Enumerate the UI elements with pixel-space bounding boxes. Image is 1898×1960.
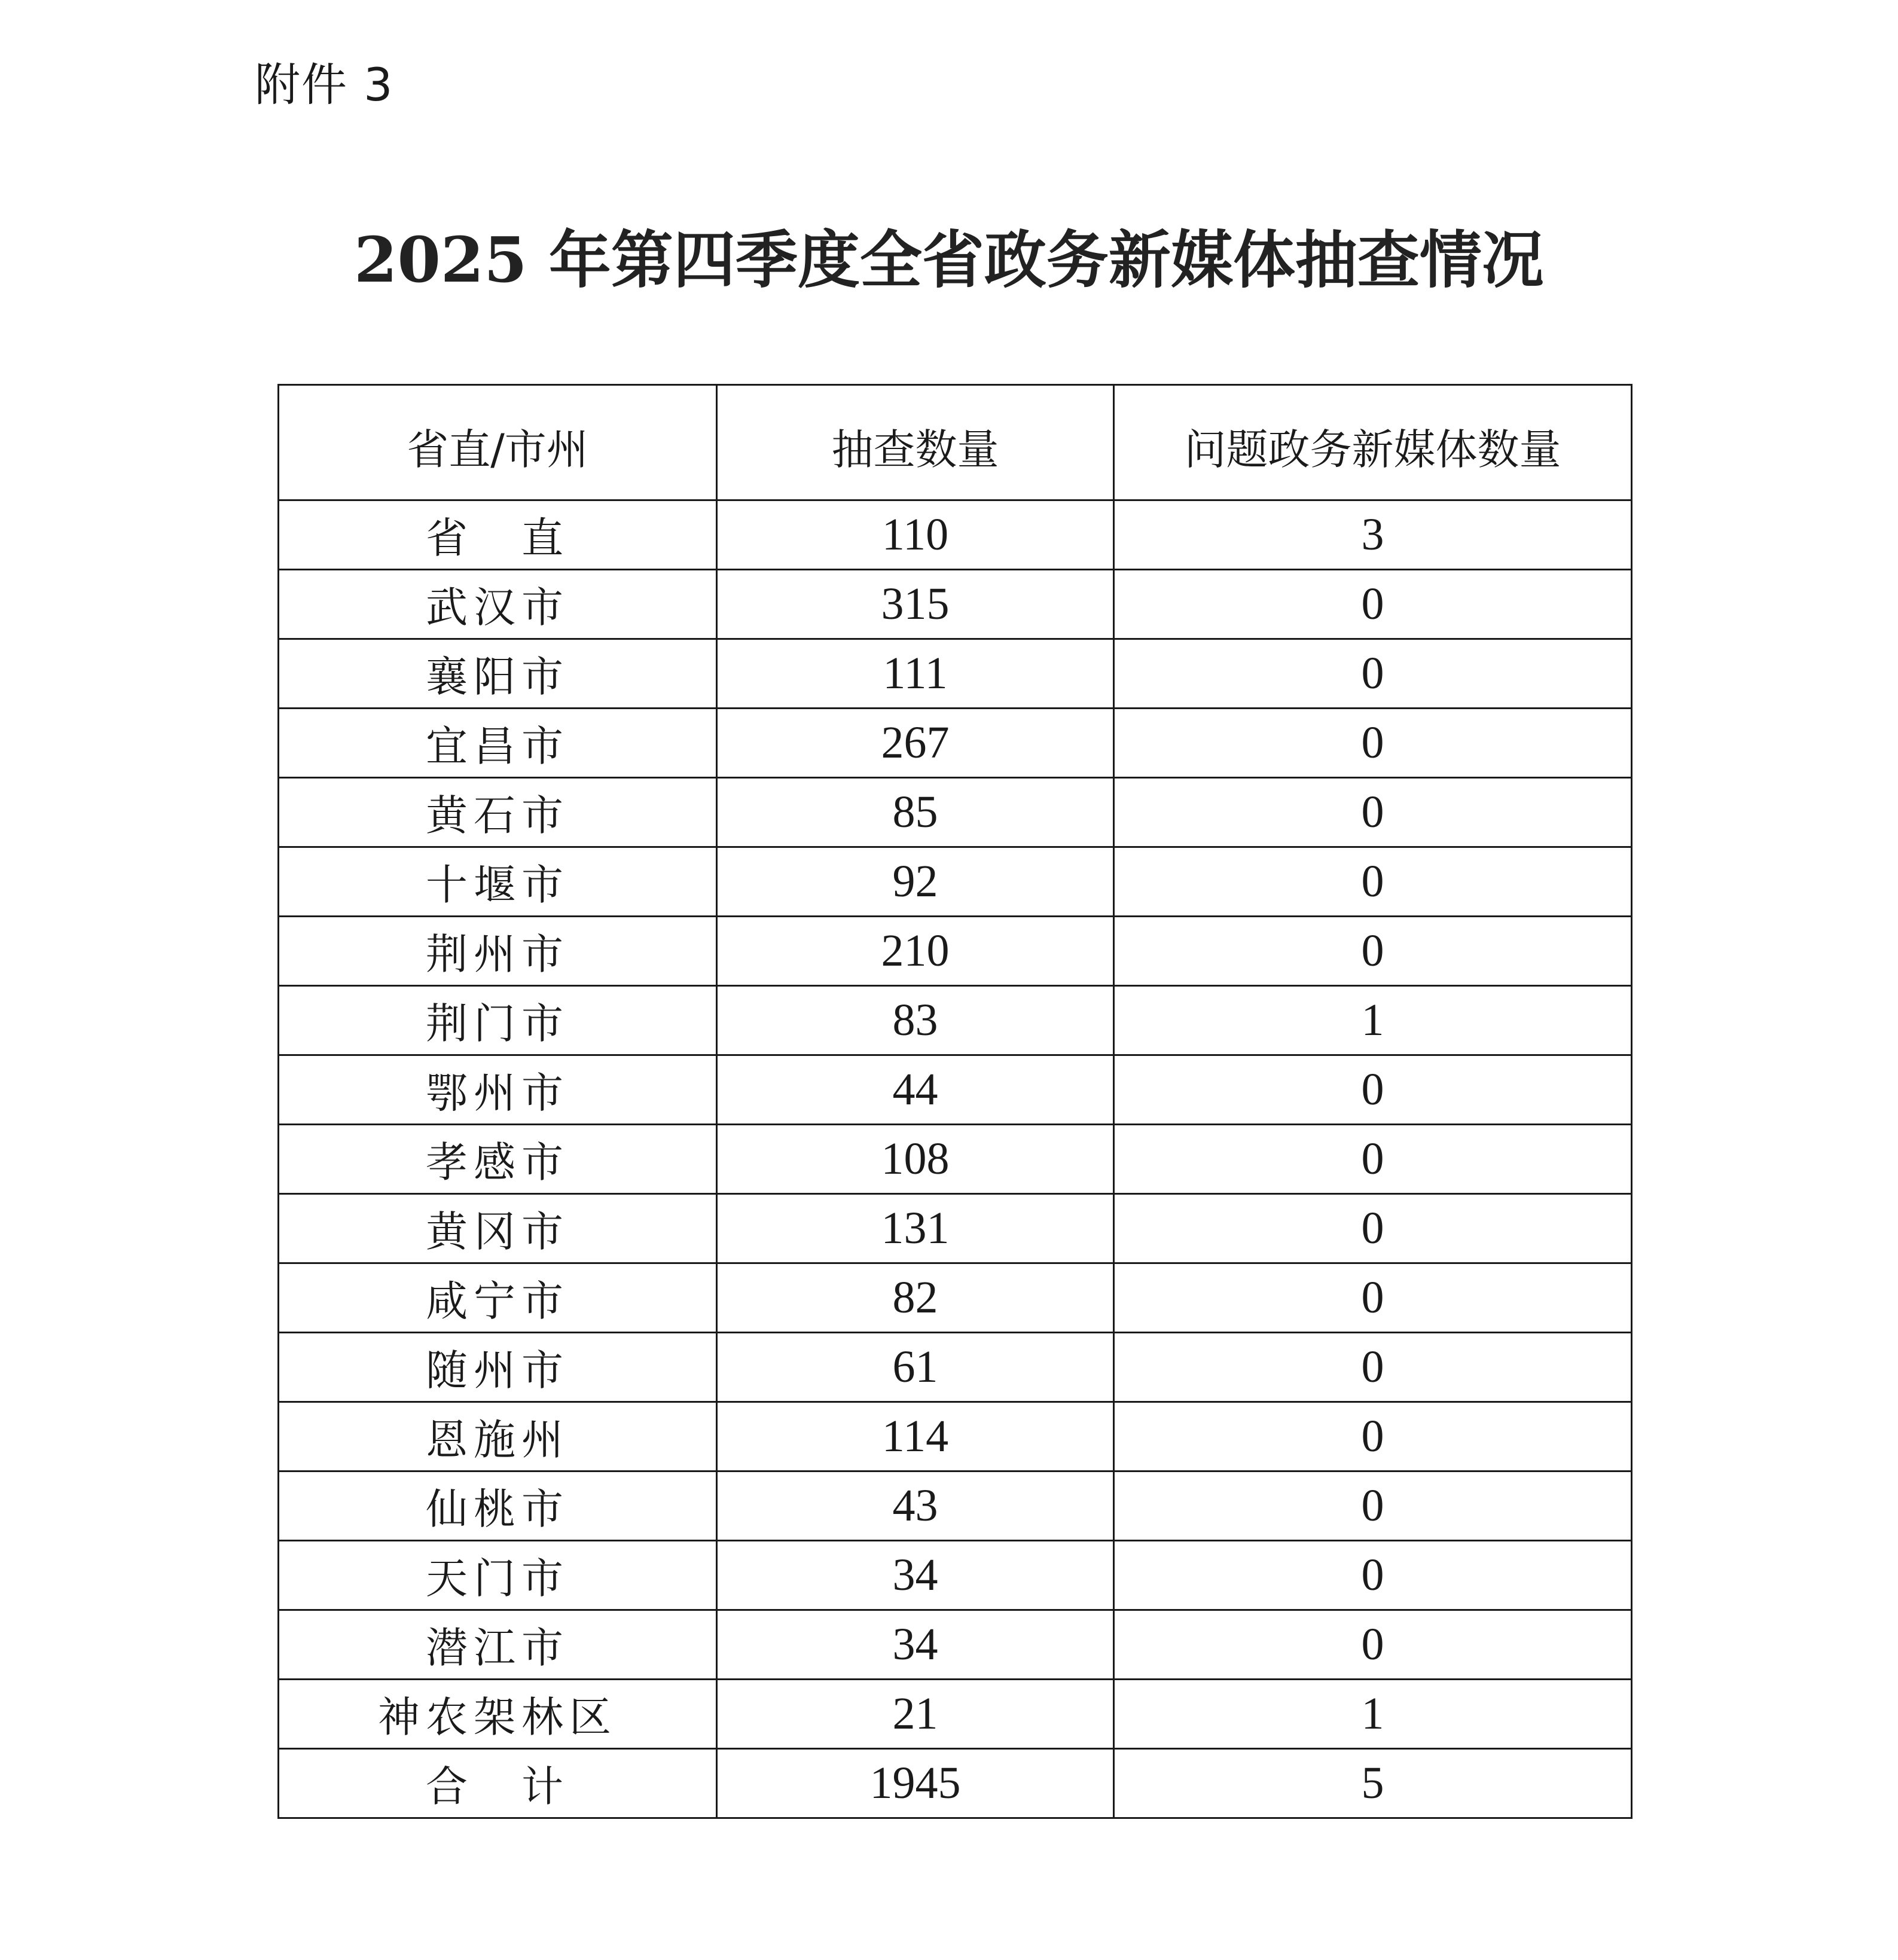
region-cell: 黄石市	[279, 778, 717, 847]
region-cell: 宜昌市	[279, 709, 717, 778]
problem-count-cell: 0	[1114, 1194, 1632, 1263]
problem-count-cell: 0	[1114, 1471, 1632, 1541]
checked-count-cell: 111	[717, 639, 1114, 709]
region-cell: 孝感市	[279, 1125, 717, 1194]
header-problem-count: 问题政务新媒体数量	[1114, 385, 1632, 500]
checked-count-cell: 210	[717, 917, 1114, 986]
region-cell: 黄冈市	[279, 1194, 717, 1263]
problem-count-cell: 0	[1114, 1402, 1632, 1471]
table-row	[279, 1055, 1632, 1125]
problem-count-cell: 1	[1114, 986, 1632, 1055]
region-cell: 省 直	[279, 500, 717, 570]
checked-count-cell: 131	[717, 1194, 1114, 1263]
problem-count-cell: 0	[1114, 847, 1632, 917]
checked-count-cell: 44	[717, 1055, 1114, 1125]
region-cell: 鄂州市	[279, 1055, 717, 1125]
checked-count-cell: 43	[717, 1471, 1114, 1541]
problem-count-cell: 0	[1114, 709, 1632, 778]
checked-count-cell: 82	[717, 1263, 1114, 1333]
table-row	[279, 1402, 1632, 1471]
checked-count-cell: 108	[717, 1125, 1114, 1194]
table-row	[279, 986, 1632, 1055]
region-cell: 天门市	[279, 1541, 717, 1610]
problem-count-cell: 0	[1114, 570, 1632, 639]
problem-count-cell: 0	[1114, 1541, 1632, 1610]
table-row	[279, 1680, 1632, 1749]
region-cell: 恩施州	[279, 1402, 717, 1471]
inspection-table	[277, 384, 1632, 1819]
problem-count-cell: 0	[1114, 917, 1632, 986]
table-row	[279, 1194, 1632, 1263]
region-cell: 咸宁市	[279, 1263, 717, 1333]
total-checked-cell: 1945	[717, 1749, 1114, 1818]
problem-count-cell: 0	[1114, 1333, 1632, 1402]
region-cell: 随州市	[279, 1333, 717, 1402]
total-problem-cell: 5	[1114, 1749, 1632, 1818]
region-cell: 荆门市	[279, 986, 717, 1055]
table-row	[279, 639, 1632, 709]
checked-count-cell: 267	[717, 709, 1114, 778]
total-label-cell: 合 计	[279, 1749, 717, 1818]
table-total-row	[279, 1749, 1632, 1818]
region-cell: 潜江市	[279, 1610, 717, 1680]
checked-count-cell: 21	[717, 1680, 1114, 1749]
table-row	[279, 1125, 1632, 1194]
problem-count-cell: 0	[1114, 778, 1632, 847]
table-header-row	[279, 385, 1632, 500]
header-checked-count: 抽查数量	[717, 385, 1114, 500]
checked-count-cell: 83	[717, 986, 1114, 1055]
problem-count-cell: 1	[1114, 1680, 1632, 1749]
problem-count-cell: 0	[1114, 1125, 1632, 1194]
checked-count-cell: 34	[717, 1610, 1114, 1680]
table-row	[279, 1541, 1632, 1610]
checked-count-cell: 114	[717, 1402, 1114, 1471]
table-row	[279, 570, 1632, 639]
problem-count-cell: 0	[1114, 639, 1632, 709]
checked-count-cell: 315	[717, 570, 1114, 639]
table-row	[279, 847, 1632, 917]
region-cell: 襄阳市	[279, 639, 717, 709]
checked-count-cell: 34	[717, 1541, 1114, 1610]
table-row	[279, 1263, 1632, 1333]
table-row	[279, 500, 1632, 570]
table-row	[279, 1610, 1632, 1680]
region-cell: 十堰市	[279, 847, 717, 917]
header-region: 省直/市州	[279, 385, 717, 500]
problem-count-cell: 0	[1114, 1263, 1632, 1333]
checked-count-cell: 110	[717, 500, 1114, 570]
region-cell: 武汉市	[279, 570, 717, 639]
checked-count-cell: 92	[717, 847, 1114, 917]
table-row	[279, 1333, 1632, 1402]
region-cell: 神农架林区	[279, 1680, 717, 1749]
region-cell: 荆州市	[279, 917, 717, 986]
problem-count-cell: 3	[1114, 500, 1632, 570]
document-title: 2025 年第四季度全省政务新媒体抽查情况	[354, 223, 1544, 297]
checked-count-cell: 61	[717, 1333, 1114, 1402]
table-row	[279, 1471, 1632, 1541]
table-row	[279, 709, 1632, 778]
table-row	[279, 917, 1632, 986]
table-row	[279, 778, 1632, 847]
problem-count-cell: 0	[1114, 1055, 1632, 1125]
checked-count-cell: 85	[717, 778, 1114, 847]
problem-count-cell: 0	[1114, 1610, 1632, 1680]
attachment-label: 附件 3	[255, 58, 394, 111]
region-cell: 仙桃市	[279, 1471, 717, 1541]
